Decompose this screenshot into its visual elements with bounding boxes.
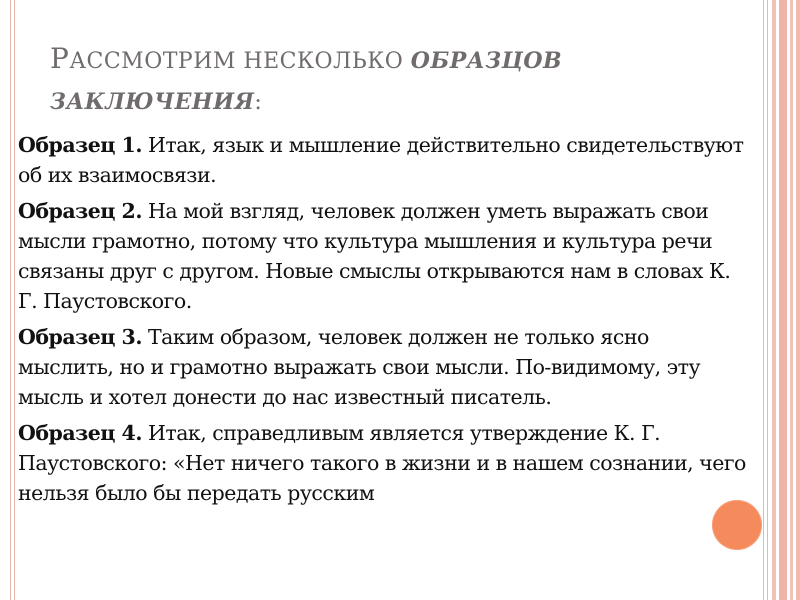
decor-circle-icon: [712, 500, 762, 550]
sample-text: Итак, справедливым является утверждение К. Г. Паустовского: «Нет ничего такого в жизни и в нашем сознании, чего нельзя было бы передать русским: [18, 421, 746, 505]
title-colon: :: [254, 90, 263, 115]
decor-stripe: [796, 0, 800, 600]
slide-title: [50, 40, 690, 122]
sample-paragraph-1: [18, 130, 748, 190]
title-emphasis: ОБРАЗЦОВ ЗАКЛЮЧЕНИЯ: [50, 48, 563, 115]
decor-stripe: [790, 0, 793, 600]
sample-label: Образец 2.: [18, 199, 142, 223]
title-initial: Р: [50, 42, 70, 75]
sample-text: Таким образом, человек должен не только ясно мыслить, но и грамотно выражать свои мысли. По-видимому, эту мысль и хотел донести до нас известный писатель.: [18, 325, 701, 409]
sample-paragraph-2: [18, 196, 748, 316]
title-text: АССМОТРИМ НЕСКОЛЬКО: [69, 49, 411, 74]
sample-text: На мой взгляд, человек должен уметь выражать свои мысли грамотно, потому что культура мышления и культура речи связаны друг с другом. Новые смыслы открываются нам в словах К. Г. Паустовского.: [18, 199, 731, 313]
sample-paragraph-3: [18, 322, 748, 412]
sample-label: Образец 3.: [18, 325, 142, 349]
sample-text: Итак, язык и мышление действительно свидетельствуют об их взаимосвязи.: [18, 133, 744, 187]
sample-label: Образец 1.: [18, 133, 142, 157]
slide-body: [18, 130, 748, 514]
sample-label: Образец 4.: [18, 421, 142, 445]
decor-stripe: [779, 0, 787, 600]
decor-stripe: [772, 0, 776, 600]
sample-paragraph-4: [18, 418, 748, 508]
